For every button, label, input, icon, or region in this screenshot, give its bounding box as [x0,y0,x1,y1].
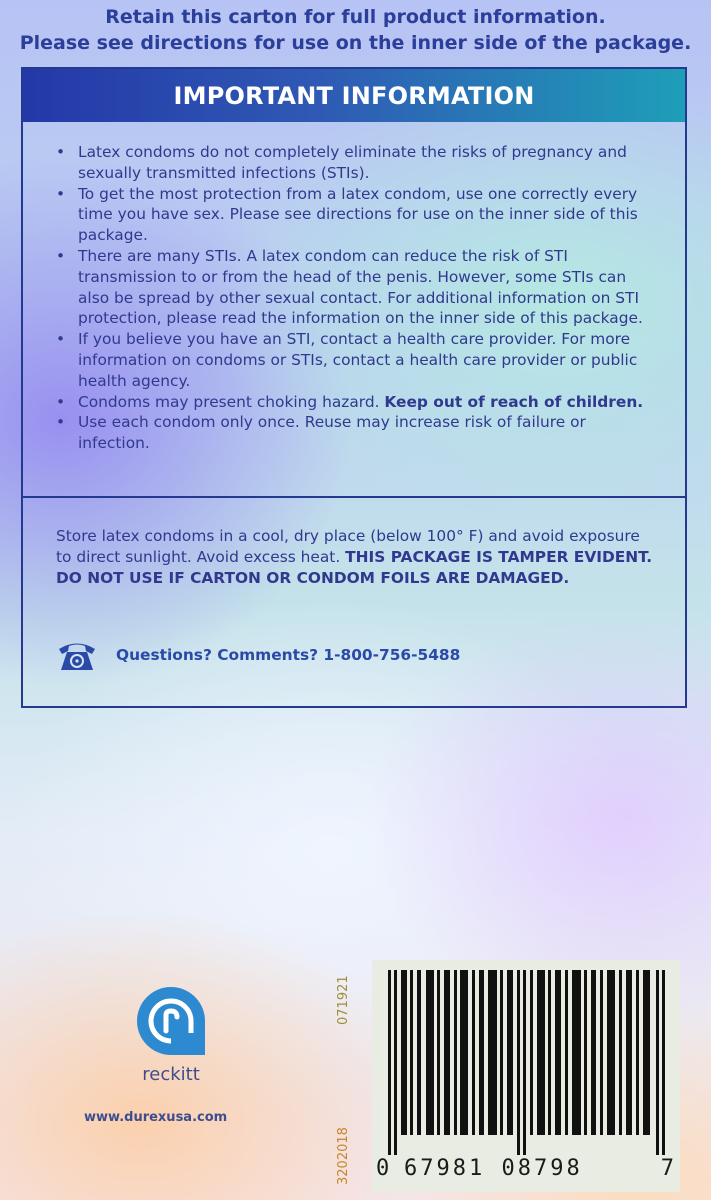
batch-code: 071921 [336,975,351,1025]
contact-phone-text: Questions? Comments? 1-800-756-5488 [116,646,461,664]
barcode-main-digits: 67981 08798 [404,1156,583,1181]
website-url: www.durexusa.com [84,1110,228,1125]
important-information-box [21,67,687,708]
warning-item-text: If you believe you have an STI, contact a health care provider. For more information on condoms or STIs, contact a health care provider or public health agency. [78,330,638,390]
reckitt-logo [130,985,212,1061]
warning-item-text: Condoms may present choking hazard. [78,392,380,411]
warning-item [56,246,655,329]
contact-line [56,635,460,675]
warning-list [23,122,685,454]
header-note-line2: Please see directions for use on the inner side of the package. [19,32,692,54]
barcode [372,960,680,1192]
barcode-bars [386,970,668,1155]
barcode-first-digit: 0 [376,1156,390,1181]
warning-item [56,329,655,391]
barcode-number [376,1156,676,1186]
header-note [0,4,711,56]
warning-item-text: Latex condoms do not completely eliminate the risks of pregnancy and sexually transmitted infections (STIs). [78,143,627,182]
warning-item-text: There are many STIs. A latex condom can reduce the risk of STI transmission to or from the head of the penis. However, some STIs can also be spread by other sexual contact. For additional information on STI protection, please read the information on the inner side of this package. [78,246,643,328]
header-note-line1: Retain this carton for full product information. [105,6,606,28]
warning-item [56,184,655,246]
warning-item [56,142,655,184]
telephone-icon [56,637,98,673]
storage-instructions [56,526,656,588]
section-divider [23,496,685,498]
warning-item-emphasis: Keep out of reach of children. [384,392,644,411]
reckitt-wordmark: reckitt [142,1064,200,1085]
important-information-title: IMPORTANT INFORMATION [23,69,685,122]
barcode-check-digit: 7 [660,1156,674,1181]
product-code: 3202018 [336,1127,351,1185]
warning-item-text: To get the most protection from a latex condom, use one correctly every time you have sex. Please see directions for use on the inner side of this package. [78,184,638,245]
warning-item [56,412,655,454]
tamper-warning: THIS PACKAGE IS TAMPER EVIDENT. DO NOT USE IF CARTON OR CONDOM FOILS ARE DAMAGED. [56,547,653,587]
storage-text: Store latex condoms in a cool, dry place (below 100° F) and avoid exposure to direct sunlight. Avoid excess heat. [56,527,640,566]
warning-item [56,392,655,413]
warning-item-text: Use each condom only once. Reuse may increase risk of failure or infection. [78,413,586,453]
